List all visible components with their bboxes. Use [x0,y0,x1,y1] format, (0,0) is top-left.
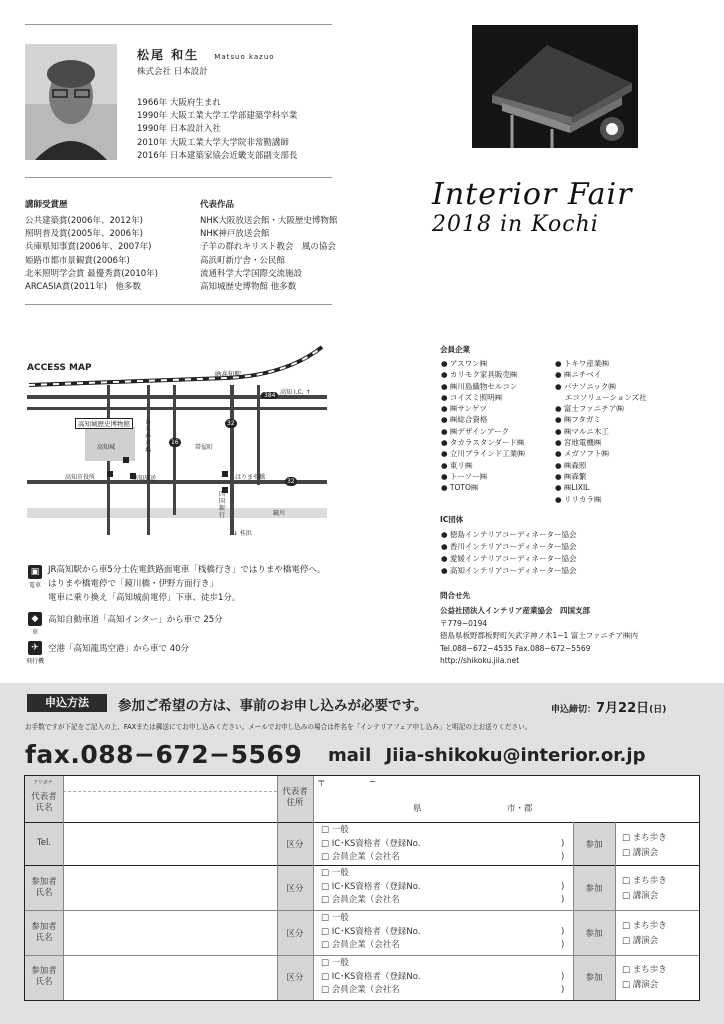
member-item: ● ㈱デザインアーク [441,426,510,436]
application-form [24,775,700,1001]
member-item: ● 東リ㈱ [441,460,473,470]
member-item: ● ㈱フタガミ [555,415,601,425]
sanka-label: 参加 [585,973,603,983]
rep-address-field[interactable] [315,788,697,820]
option-ic-ks[interactable]: □ IC･KS資格者（登録No. [321,838,421,849]
event-subtitle: 2018 in Kochi [432,212,599,237]
participant-label: 参加者 氏名 [31,966,57,987]
kubun-options[interactable] [321,957,421,998]
ic-groups-list [441,529,576,577]
works-divider [25,304,332,305]
members-col2 [555,358,647,505]
awards-title: 講師受賞歴 [25,200,68,210]
train-line: JR高知駅から車5分土佐電鉄路面電車「桟橋行き」ではりまや橋電停へ。 [48,565,326,575]
option-member[interactable]: □ 会員企業（会社名 [321,852,400,862]
kubun-options[interactable] [321,824,421,865]
postal-dash: − [369,777,377,787]
award-item: ARCASIA賞(2011年) 他多数 [25,282,142,293]
history-item: 1990年 日本設計入社 [137,124,221,135]
postal-mark: 〒 [317,779,326,789]
sanka-options[interactable] [622,963,667,993]
member-item: ● ㈱総合資格 [441,415,488,425]
member-item: ● コイズミ照明㈱ [441,392,503,402]
train-line: はりまや橋電停で「鏡川橋・伊野方面行き」 [48,579,219,589]
map-label-harimaya: はりまや橋 [235,474,266,481]
deadline [551,697,666,716]
option-ic-ks[interactable]: □ IC･KS資格者（登録No. [321,971,421,982]
member-item: エコソリューションズ社 [555,392,647,402]
mail-line [328,745,645,766]
member-item: ● TOTO㈱ [441,483,479,493]
kubun-label: 区分 [286,840,304,850]
option-general[interactable]: □ 一般 [321,825,349,835]
member-item: ● メガソフト㈱ [555,449,609,459]
history-item: 1990年 大阪工業大学工学部建築学科卒業 [137,111,298,122]
members-col1 [441,358,525,494]
contact-url[interactable]: http://shikoku.jiia.net [440,656,520,665]
map-label-museum: 高知城歴史博物館 [75,418,133,429]
participant-label: 参加者 氏名 [31,877,57,898]
work-item: 高知城歴史博物館 他多数 [200,282,297,293]
map-label-shikoku-bank: 四国銀行 [219,491,226,519]
member-item: ● ㈱LIXIL [555,483,590,493]
rep-name-label: 代表者 氏名 [31,792,57,813]
member-item: ● パナソニック㈱ [555,381,616,391]
option-lecture[interactable]: □ 講演会 [622,848,659,858]
ic-group-item: ● 愛媛インテリアコーディネーター協会 [441,554,577,563]
close-paren: ) [561,882,565,892]
form-col-divider [63,776,64,1000]
fax-number: fax.088−672−5569 [25,740,303,769]
award-item: 公共建築賞(2006年、2012年) [25,216,143,226]
deadline-value: 7月22日 [596,701,650,716]
sanka-label: 参加 [585,884,603,894]
train-line: 電車に乗り換え「高知城前電停」下車、徒歩1分。 [48,593,241,603]
plane-caption: 飛行機 [25,658,44,665]
top-divider [25,24,332,25]
option-machi-aruki[interactable]: □ まち歩き [622,833,667,843]
option-general[interactable]: □ 一般 [321,868,349,878]
kubun-label: 区分 [286,884,304,894]
option-lecture[interactable]: □ 講演会 [622,980,659,990]
kubun-options[interactable] [321,867,421,908]
map-label-kochi-ic: 高知 I.C. ↑ [280,389,311,396]
option-member[interactable]: □ 会員企業（会社名 [321,895,400,905]
train-directions [48,563,325,605]
rep-name-field[interactable] [65,793,275,820]
form-col-divider [615,822,616,1000]
ic-group-item: ● 徳島インテリアコーディネーター協会 [441,530,577,539]
award-item: 北米照明学会賞 最優秀賞(2010年) [25,268,158,279]
close-paren: ) [561,839,565,849]
tel-field[interactable] [65,824,275,864]
option-machi-aruki[interactable]: □ まち歩き [622,965,667,975]
member-item: ● ㈱森照 [555,460,587,470]
work-item: 高浜町新庁舎・公民館 [200,255,286,266]
work-item: NHK大阪放送会館・大阪歴史博物館 [200,216,338,226]
option-member[interactable]: □ 会員企業（会社名 [321,940,400,950]
contact-title: 問合せ先 [440,591,470,600]
speaker-company: 株式会社 日本設計 [137,67,208,77]
awards-list [25,215,158,294]
form-row-divider [25,910,699,911]
map-label-katsurahama: ↓ 桂浜 [233,530,252,537]
sanka-label: 参加 [585,840,603,850]
apply-method-label: 申込方法 [27,694,107,712]
sanka-options[interactable] [622,831,667,861]
sanka-options[interactable] [622,874,667,904]
member-item: ● 宮地電機㈱ [555,438,602,448]
award-item: 兵庫県知事賞(2006年、2007年) [25,242,152,253]
car-caption: 車 [31,629,38,636]
apply-headline: 参加ご希望の方は、事前のお申し込みが必要です。 [118,698,428,714]
participant-name-field[interactable] [65,867,275,909]
pref-label: 県 [413,804,422,814]
close-paren: ) [561,940,565,950]
map-label-castle: 高知城 [97,444,116,451]
map-label-obiyamachi: 帯屋町 [195,444,214,451]
car-directions: 高知自動車道「高知インター」から車で 25分 [48,615,223,625]
form-row-divider [25,955,699,956]
option-member[interactable]: □ 会員企業（会社名 [321,985,400,995]
furigana-label: フリガナ [33,780,53,786]
train-caption: 電車 [28,582,41,589]
member-item: ● ㈱マルニ木工 [555,426,609,436]
contact-address: 徳島県板野郡板野町矢武字神ノ木1−1 富士ファニチア㈱内 [440,631,639,640]
member-item: ● ㈱川島織物セルコン [441,381,518,391]
building-photo [472,25,638,148]
speaker-photo [25,44,117,160]
option-machi-aruki[interactable]: □ まち歩き [622,921,667,931]
ic-group-item: ● 高知インテリアコーディネーター協会 [441,566,577,575]
member-item: ● リリカラ㈱ [555,494,602,504]
option-ic-ks[interactable]: □ IC･KS資格者（登録No. [321,926,421,937]
option-general[interactable]: □ 一般 [321,913,349,923]
contact-tel-fax: Tel.088−672−4535 Fax.088−672−5569 [440,643,591,653]
close-paren: ) [561,852,565,862]
rep-address-label: 代表者 住所 [282,787,308,808]
tel-label: Tel. [36,838,52,848]
speaker-name: 松尾 和生 [137,48,200,62]
option-lecture[interactable]: □ 講演会 [622,936,659,946]
sanka-options[interactable] [622,919,667,949]
member-item: ● タカラスタンダード㈱ [441,438,525,448]
award-item: 姫路市都市景観賞(2006年) [25,255,130,266]
history-item: 2016年 日本建築家協会近畿支部副支部長 [137,150,298,161]
ic-groups-title: IC団体 [440,515,464,524]
history-item: 1966年 大阪府生まれ [137,98,221,108]
map-label-hirome: ひろめ市場 [145,419,152,454]
member-item: ● ㈱サンゲツ [441,404,487,414]
close-paren: ) [561,927,565,937]
profile-divider [25,177,332,178]
option-general[interactable]: □ 一般 [321,958,349,968]
airplane-icon: ✈ [28,641,42,655]
map-label-city-office: 高知市役所 [65,474,96,481]
plane-directions: 空港「高知龍馬空港」から車で 40分 [48,644,190,654]
work-item: 流通科学大学国際交流施設 [200,268,303,279]
participant-name-field[interactable] [65,957,275,998]
work-item: 子羊の群れキリスト教会 風の協会 [200,242,336,253]
history-item: 2010年 大阪工業大学大学院非常勤講師 [137,137,289,148]
ic-group-item: ● 香川インテリアコーディネーター協会 [441,542,577,551]
route-384-badge: 384 [261,392,278,399]
speaker-history [137,97,297,163]
member-item: ● アスワン㈱ [441,359,488,368]
participant-name-field[interactable] [65,912,275,954]
mail-label: mail [328,745,372,766]
kubun-options[interactable] [321,912,421,953]
option-ic-ks[interactable]: □ IC･KS資格者（登録No. [321,881,421,892]
work-item: NHK神戸放送会館 [200,229,270,240]
form-row-divider [25,865,699,866]
access-map [27,345,327,557]
member-item: ● 立川ブラインド工業㈱ [441,449,525,459]
member-item: ● カリモク家具販売㈱ [441,370,518,380]
car-icon: ◆ [28,612,42,626]
member-item: ● ㈱森繁 [555,471,587,481]
route-32-badge: 32 [227,420,235,427]
contact-org: 公益社団法人インテリア産業協会 四国支部 [440,606,590,615]
form-row-divider [25,822,699,823]
furigana-divider [63,791,277,792]
close-paren: ) [561,895,565,905]
close-paren: ) [561,985,565,995]
apply-note: お手数ですが下記をご記入の上、FAXまたは郵送にてお申し込みください。メールでお申し込みの場合は件名を「インテリアフェア申し込み」と明記の上お送りください。 [25,723,532,731]
sanka-label: 参加 [585,929,603,939]
map-label-broadcast: 高知放送 [132,475,157,482]
member-item: ● トーソー㈱ [441,471,488,481]
member-item: ● トキワ産業㈱ [555,359,609,368]
map-label-jr-station: JR高知駅 [215,370,241,378]
form-col-divider [313,776,314,1000]
train-icon: ▣ [28,565,42,579]
deadline-label: 申込締切： [551,705,597,715]
close-paren: ) [561,972,565,982]
member-item: ● ㈱ニチベイ [555,370,602,380]
speaker-name-en: Matsuo kazuo [214,53,275,61]
contact-postal: 〒779−0194 [440,618,488,628]
mail-address[interactable]: Jiia-shikoku@interior.or.jp [385,745,646,766]
city-label: 市・郡 [507,804,533,814]
works-title: 代表作品 [200,200,235,210]
award-item: 照明普及賞(2005年、2006年) [25,229,143,240]
route-32-badge: 32 [287,478,295,485]
option-machi-aruki[interactable]: □ まち歩き [622,876,667,886]
contact-block [440,605,638,668]
member-item: ● 富士ファニチア㈱ [555,404,624,414]
deadline-day: (日) [649,705,667,715]
event-title: Interior Fair [432,177,633,212]
route-16-badge: 16 [171,439,179,446]
map-title: ACCESS MAP [27,363,92,373]
map-label-kagamigawa: 鏡川 [273,510,286,517]
works-list [200,215,337,294]
kubun-label: 区分 [286,929,304,939]
kubun-label: 区分 [286,973,304,983]
members-title: 会員企業 [440,345,470,354]
option-lecture[interactable]: □ 講演会 [622,891,659,901]
participant-label: 参加者 氏名 [31,922,57,943]
